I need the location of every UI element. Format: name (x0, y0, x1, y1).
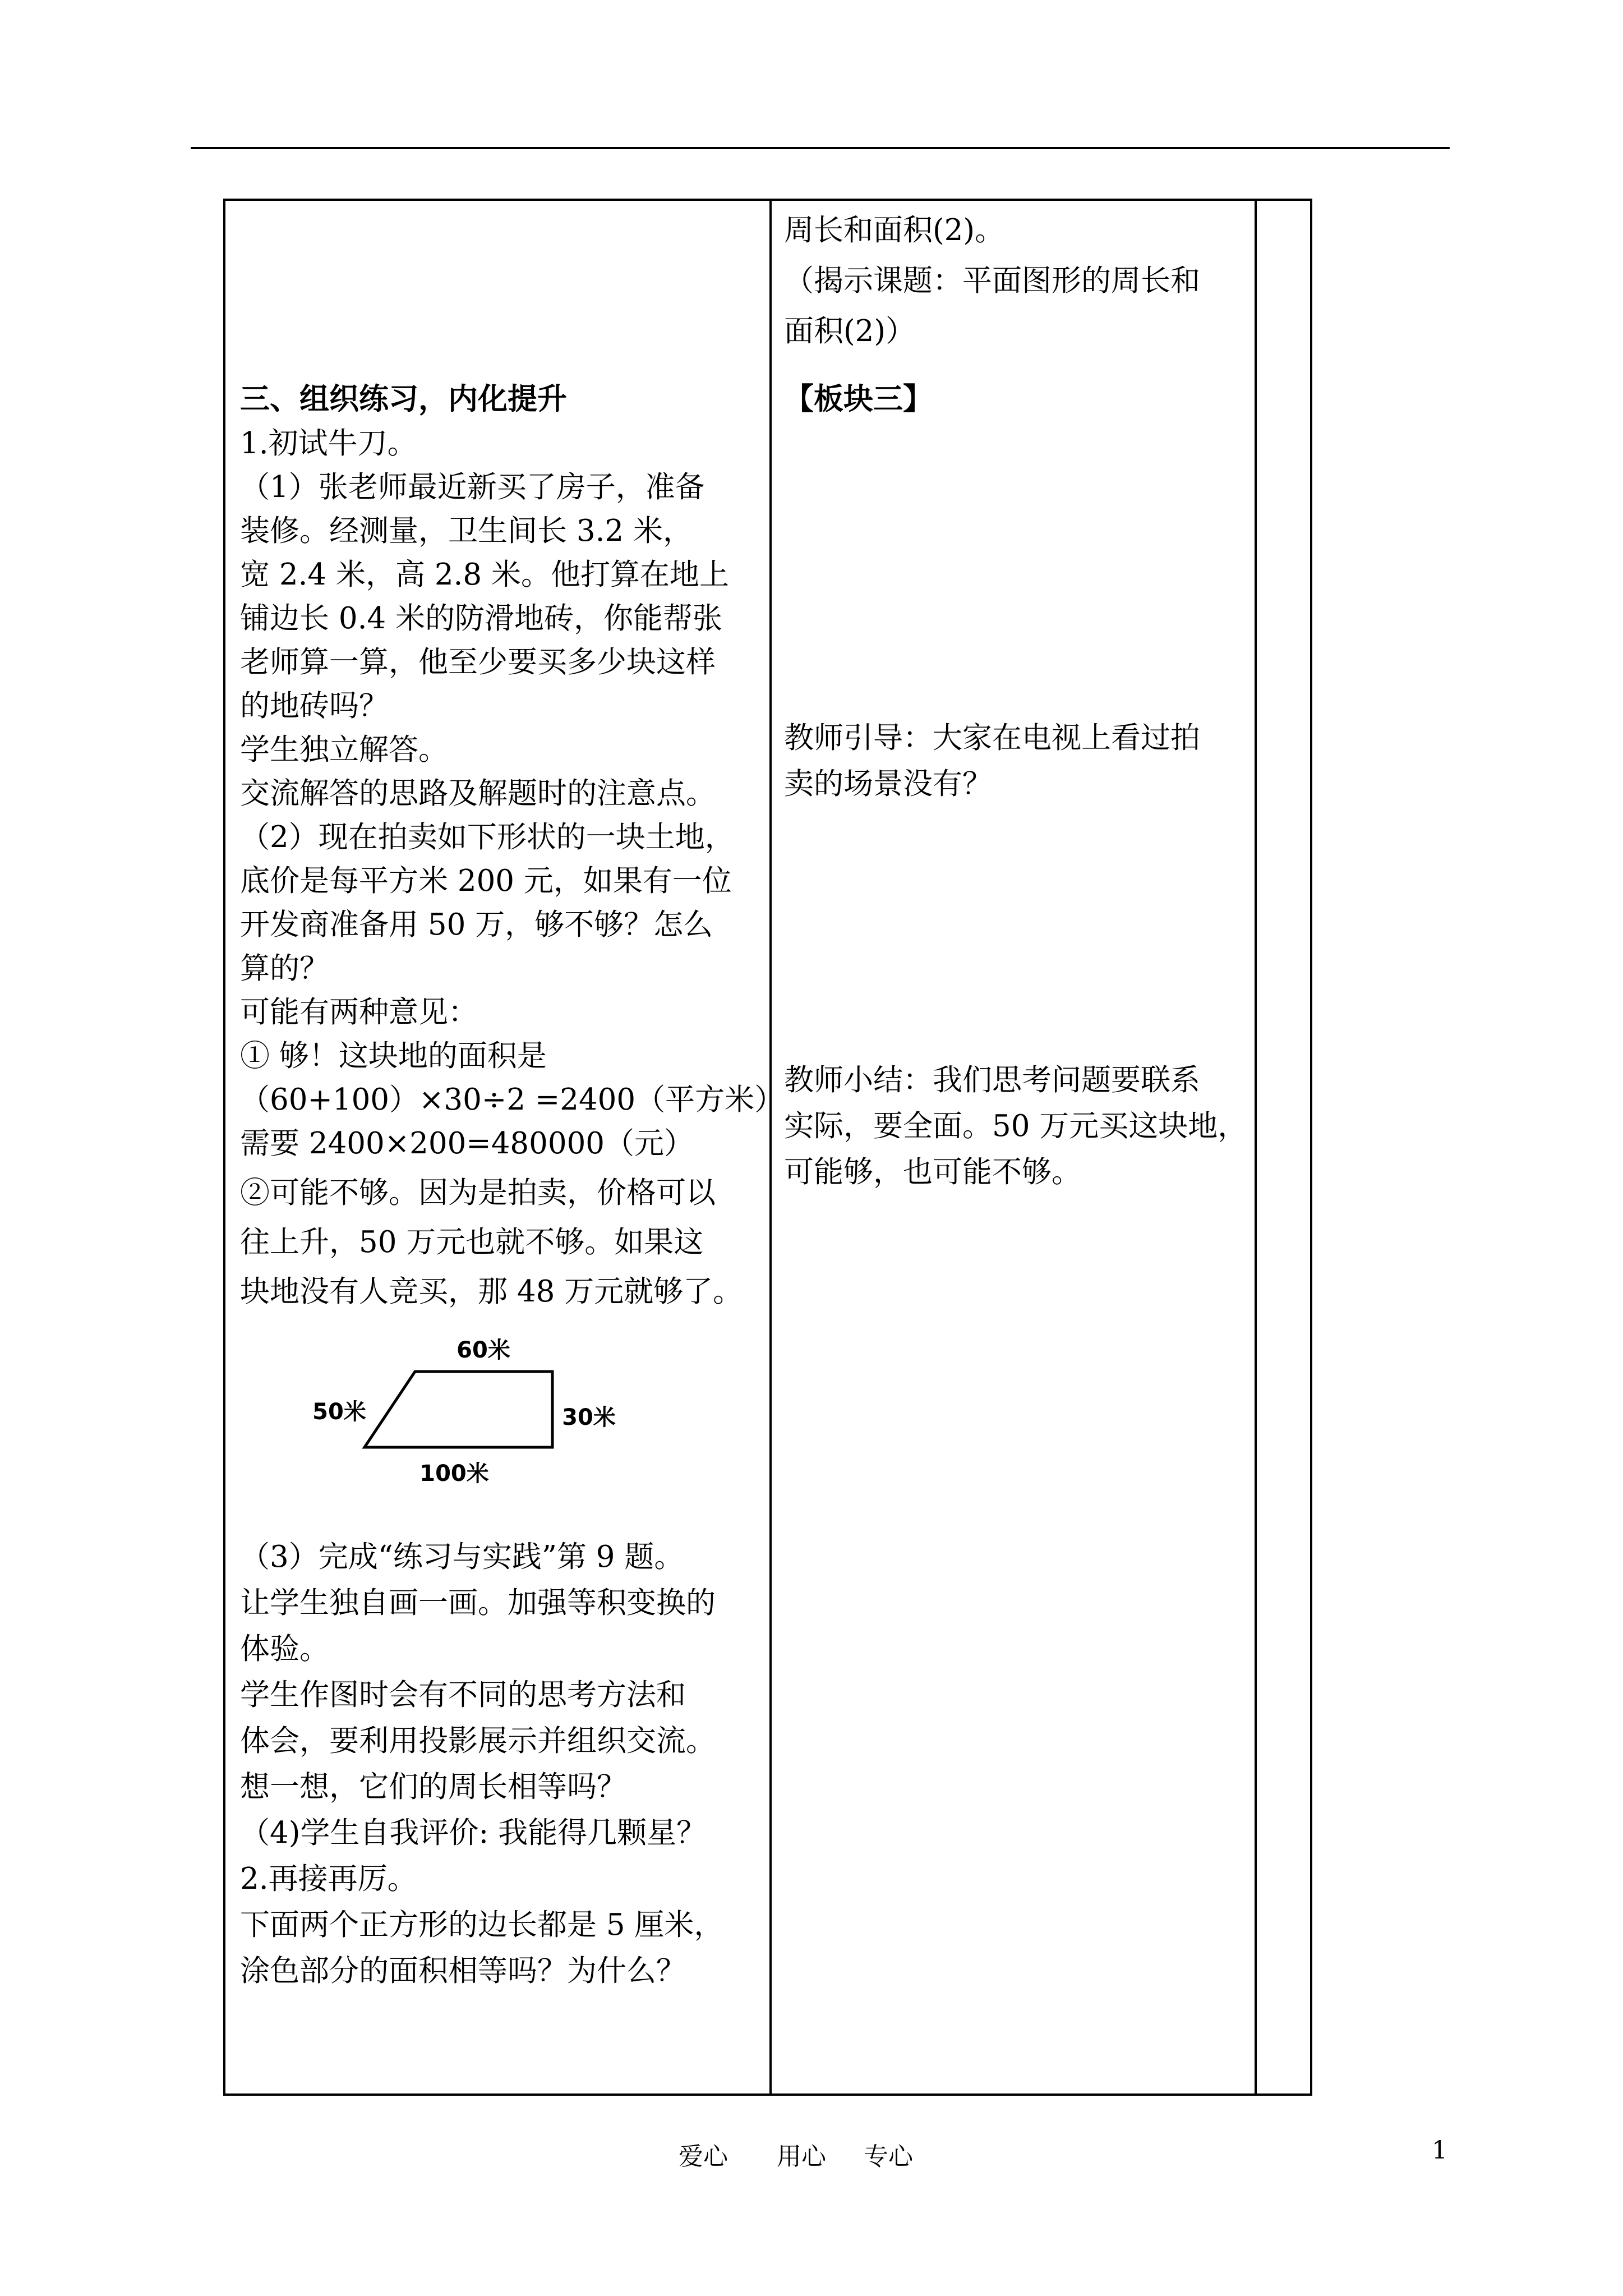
text-line: ②可能不够。因为是拍卖，价格可以 (240, 1176, 716, 1210)
text-line: 卖的场景没有？ (784, 767, 992, 801)
column-divider-1 (769, 201, 772, 2093)
label-top: 60米 (457, 1337, 510, 1363)
text-line: 可能够，也可能不够。 (784, 1155, 1081, 1189)
text-line: （2）现在拍卖如下形状的一块土地， (240, 820, 735, 854)
text-line: 周长和面积(2)。 (784, 213, 1005, 247)
text-line: 1.初试牛刀。 (240, 426, 417, 461)
text-line: 学生独立解答。 (240, 733, 448, 767)
text-line: （1）张老师最近新买了房子，准备 (240, 470, 705, 504)
text-line: 的地砖吗？ (240, 689, 389, 723)
block-label: 【板块三】 (784, 381, 933, 416)
text-line: 宽 2.4 米，高 2.8 米。他打算在地上 (240, 558, 729, 592)
text-line: 体验。 (240, 1632, 329, 1666)
text-line: 教师小结：我们思考问题要联系 (784, 1063, 1200, 1097)
text-line: 往上升，50 万元也就不够。如果这 (240, 1225, 704, 1259)
text-line: ① 够！这块地的面积是 (240, 1039, 547, 1073)
label-left: 50米 (312, 1399, 366, 1425)
column-divider-2 (1255, 201, 1257, 2093)
text-line: 底价是每平方米 200 元，如果有一位 (240, 864, 732, 898)
text-line: 学生作图时会有不同的思考方法和 (240, 1678, 686, 1712)
text-line: （3）完成“练习与实践”第 9 题。 (240, 1540, 684, 1574)
text-line: 可能有两种意见： (240, 995, 478, 1029)
trapezoid-figure (292, 1329, 628, 1498)
section-heading: 三、组织练习，内化提升 (240, 381, 567, 416)
text-line: 铺边长 0.4 米的防滑地砖，你能帮张 (240, 601, 722, 636)
text-line: 老师算一算，他至少要买多少块这样 (240, 645, 716, 679)
text-line: 块地没有人竞买，那 48 万元就够了。 (240, 1274, 743, 1309)
text-line: 装修。经测量，卫生间长 3.2 米， (240, 514, 693, 548)
text-line: 交流解答的思路及解题时的注意点。 (240, 776, 716, 811)
text-line: （60+100）×30÷2 =2400（平方米） (240, 1083, 785, 1117)
text-line: 想一想，它们的周长相等吗？ (240, 1770, 626, 1804)
text-line: 面积(2)） (784, 314, 916, 348)
text-line: 需要 2400×200=480000（元） (240, 1126, 694, 1161)
text-line: 教师引导：大家在电视上看过拍 (784, 721, 1200, 755)
text-line: 下面两个正方形的边长都是 5 厘米， (240, 1908, 724, 1942)
footer-motto-2: 用心 (777, 2142, 826, 2171)
page-number: 1 (1432, 2136, 1447, 2165)
text-line: 让学生独自画一画。加强等积变换的 (240, 1586, 716, 1620)
trapezoid-shape (365, 1372, 552, 1447)
footer-motto-3: 专心 (864, 2142, 913, 2171)
label-bottom: 100米 (419, 1461, 489, 1487)
label-right: 30米 (562, 1405, 616, 1430)
text-line: 涂色部分的面积相等吗？为什么？ (240, 1954, 686, 1988)
text-line: 实际，要全面。50 万元买这块地， (784, 1109, 1248, 1143)
text-line: 体会，要利用投影展示并组织交流。 (240, 1724, 716, 1758)
footer-motto-1: 爱心 (679, 2142, 728, 2171)
text-line: （揭示课题：平面图形的周长和 (784, 264, 1200, 298)
text-line: （4)学生自我评价: 我能得几颗星？ (240, 1816, 707, 1850)
text-line: 算的？ (240, 951, 329, 986)
text-line: 2.再接再厉。 (240, 1862, 417, 1896)
text-line: 开发商准备用 50 万，够不够？怎么 (240, 908, 713, 942)
header-rule (191, 147, 1450, 149)
